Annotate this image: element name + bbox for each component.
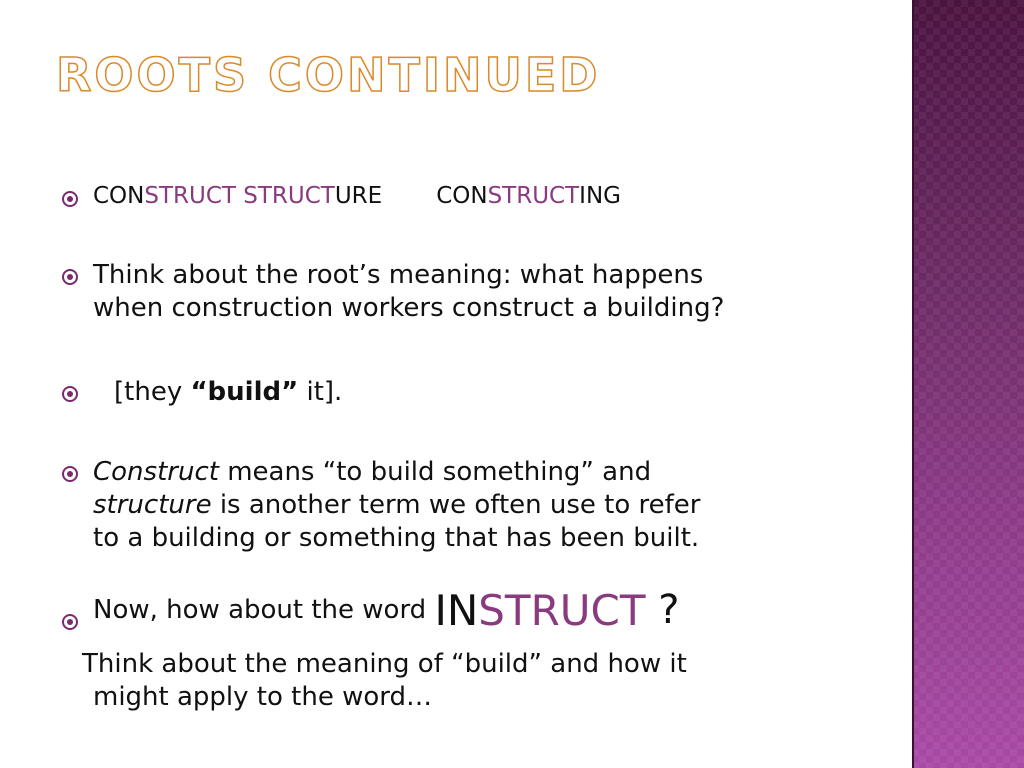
word-instruct-root: STRUCT xyxy=(478,586,646,635)
word-structure-root: STRUCT xyxy=(243,183,335,209)
followup-line: might apply to the word… xyxy=(93,682,433,712)
bullet-text-line: when construction workers construct a building? xyxy=(93,293,725,323)
bullet-text-line: Think about the root’s meaning: what happens xyxy=(93,260,704,290)
word-construct-prefix: CON xyxy=(93,183,145,209)
bullet-text-line: is another term we often use to refer xyxy=(211,490,701,520)
bullet-icon xyxy=(62,269,78,285)
slide-title: ROOTS CONTINUED xyxy=(56,48,601,102)
decorative-side-band xyxy=(912,0,1024,768)
bullet-text-line: means “to build something” and xyxy=(218,457,652,487)
side-band-edge xyxy=(912,0,914,768)
word-constructing-suffix: ING xyxy=(579,183,621,209)
word-instruct-prefix: IN xyxy=(434,586,479,635)
bullet-icon xyxy=(62,386,78,402)
bullet-text: Now, how about the word xyxy=(93,595,435,625)
bullet-text-line: to a building or something that has been built. xyxy=(93,523,700,553)
bullet-text-post: it]. xyxy=(298,377,343,407)
bullet-text-bold: “build” xyxy=(190,377,299,407)
italic-construct: Construct xyxy=(93,457,219,487)
bullet-icon xyxy=(62,191,78,207)
word-constructing-root: STRUCT xyxy=(487,183,580,209)
word-construct-root: STRUCT xyxy=(144,183,236,209)
question-mark: ? xyxy=(645,587,680,633)
italic-structure: structure xyxy=(93,490,212,520)
bullet-icon xyxy=(62,614,78,630)
word-constructing-prefix: CON xyxy=(436,183,488,209)
followup-line: Think about the meaning of “build” and how it xyxy=(82,649,687,679)
word-structure-suffix: URE xyxy=(334,183,383,209)
bullet-icon xyxy=(62,466,78,482)
bullet-text-pre: [they xyxy=(114,377,191,407)
